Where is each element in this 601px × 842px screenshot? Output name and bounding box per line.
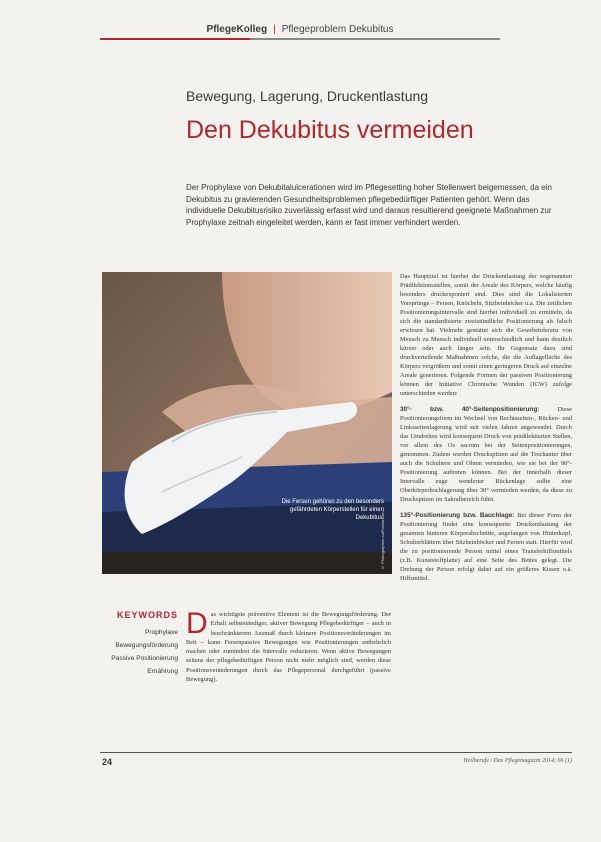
header-brand: PflegeKolleg	[206, 23, 268, 35]
header-topic: Pflegeproblem Dekubitus	[281, 23, 394, 35]
paragraph-text: Bei dieser Form der Positionierung findet eine konsequente Druckentlastung der gesamten hinteren Körperabschnitte, angefangen von Hinterkopf, Schulterblättern über Sitzbeinhöcker und Fersen statt. Hierfür wird die zu positionierende Person mittel eines Transferhilfsmittels (z.B. Kunststoffplatte) auf eine Seite des Bettes gelegt. Die Drehung der Person erfolgt dabei auf ein größeres Kissen o.ä. Hilfsmittel.	[400, 512, 573, 582]
page-number: 24	[102, 757, 113, 767]
gloved-hand-heel-image	[102, 272, 392, 574]
keyword-item: Prophylaxe	[145, 629, 178, 636]
photo-caption: Die Fersen gehören zu den besonders gefährdeten Körperstellen für einen Dekubitus.	[281, 499, 384, 521]
article-subtitle: Bewegung, Lagerung, Druckentlastung	[186, 88, 429, 104]
keyword-item: Passive Positionierung	[111, 655, 178, 662]
subheading: 30°- bzw. 40°-Seitenpositionierung:	[400, 406, 540, 413]
journal-citation: Heilberufe / Das Pflegemagazin 2014; 66 (1)	[463, 758, 572, 764]
section-header	[100, 18, 500, 40]
photo-credit: © Photographee.eu/Fotolia.com	[380, 511, 385, 570]
article-photo	[102, 272, 392, 574]
body-column-text	[186, 607, 391, 684]
right-column-text	[400, 272, 572, 590]
keyword-item: Bewegungsförderung	[115, 642, 178, 649]
paragraph	[400, 405, 572, 504]
article-title: Den Dekubitus vermeiden	[186, 116, 474, 144]
keywords-box	[100, 610, 178, 678]
paragraph: Das Hauptziel ist hierbei die Druckentlastung der sogenannten Prädilektionsstellen, somit der Areale des Körpers, welche häufig besonders druckexponiert sind. Dies sind die Lokalisierten Vorsprünge – Fersen, Knöcheln, Sitzbeinhöcker u.a. Die zeitlichen Positionierungsintervalle sind hierbei individuell zu ermitteln, da sich die standardisierte zweistündliche Positionierung als falsch erwiesen hat. Vielmehr gestattet sich die Gewebetoleranz von Mensch zu Mensch individuell unterschiedlich und kann deutlich kürzer oder auch länger sein. Ihr Gegensatz dazu sind druckverteilende Maßnahmen solche, die die Auflagefläche des Körpers vergrößern und somit einen geringeren Druck auf einzelne Areale generieren. Folgende Formen der passiven Positionierung können der Initiative Chronische Wunden (ICW) zufolge unterschieden werden:	[400, 273, 572, 397]
subheading: 135°-Positionierung bzw. Bauchlage:	[400, 512, 515, 519]
drop-cap: D	[186, 607, 208, 640]
keyword-item: Ernährung	[147, 668, 178, 675]
paragraph-text: Diese Positionierungsform im Wechsel von Rechtsseiten-, Rücken- und Linksseitenlagerung wird seit vielen Jahren angewendet. Durch das Umdrehen wird konsequent Druck von prädilektierten Stellen, vor allem des Os sacrum bei der Seitenpositionierungen, genommen. Zudem werden Druckspitzen auf die Trochanter über auch die Schultern und Ohren vermieden, wie sie bei der 90°-Positionierung auftreten können. Bei der innerhalb dieser Intervalle zuge wenderter Rückenlage sollte eine Oberkörperhochlagerung über 30° vermieden werden, da diese zu Druckspitzen im Sakralbereich führt.	[400, 406, 572, 503]
body-text: as wichtigste präventive Element ist die Bewegungsförderung. Der Erhalt selbstständiger, aktiver Bewegung Pflegebedürftiger – auch in beschränkterem Ausmaß durch kleinere Positionsveränderungen im Bett – kann Fersenpassive Bewegungen wie Positionierungen entbehrlich machen oder zumindest die Intervalle reduzieren. Wenn aktive Bewegungen seitens der pflegebedürftigen Person nicht mehr möglich sind, werden diese Positionsveränderungen durch das Pflegepersonal durchgeführt (passive Bewegung).	[186, 611, 391, 684]
footer-rule	[100, 752, 572, 753]
header-separator: |	[273, 23, 276, 35]
keywords-heading: KEYWORDS	[116, 610, 178, 620]
paragraph	[400, 511, 572, 583]
header-rule-gray	[250, 38, 500, 40]
article-lead: Der Prophylaxe von Dekubitalulcerationen wird im Pflegesetting hoher Stellenwert beigemessen, da ein Dekubitus zu gravierenden Gesundheitsproblemen pflegebedürftiger Patienten gehört. Wenn das individuelle Dekubitusrisiko zuverlässig erfasst wird und daraus resultierend geeignete Maßnahmen zur Prophylaxe zeitnah eingeleitet werden, kann er fast immer verhindert werden.	[186, 183, 552, 227]
